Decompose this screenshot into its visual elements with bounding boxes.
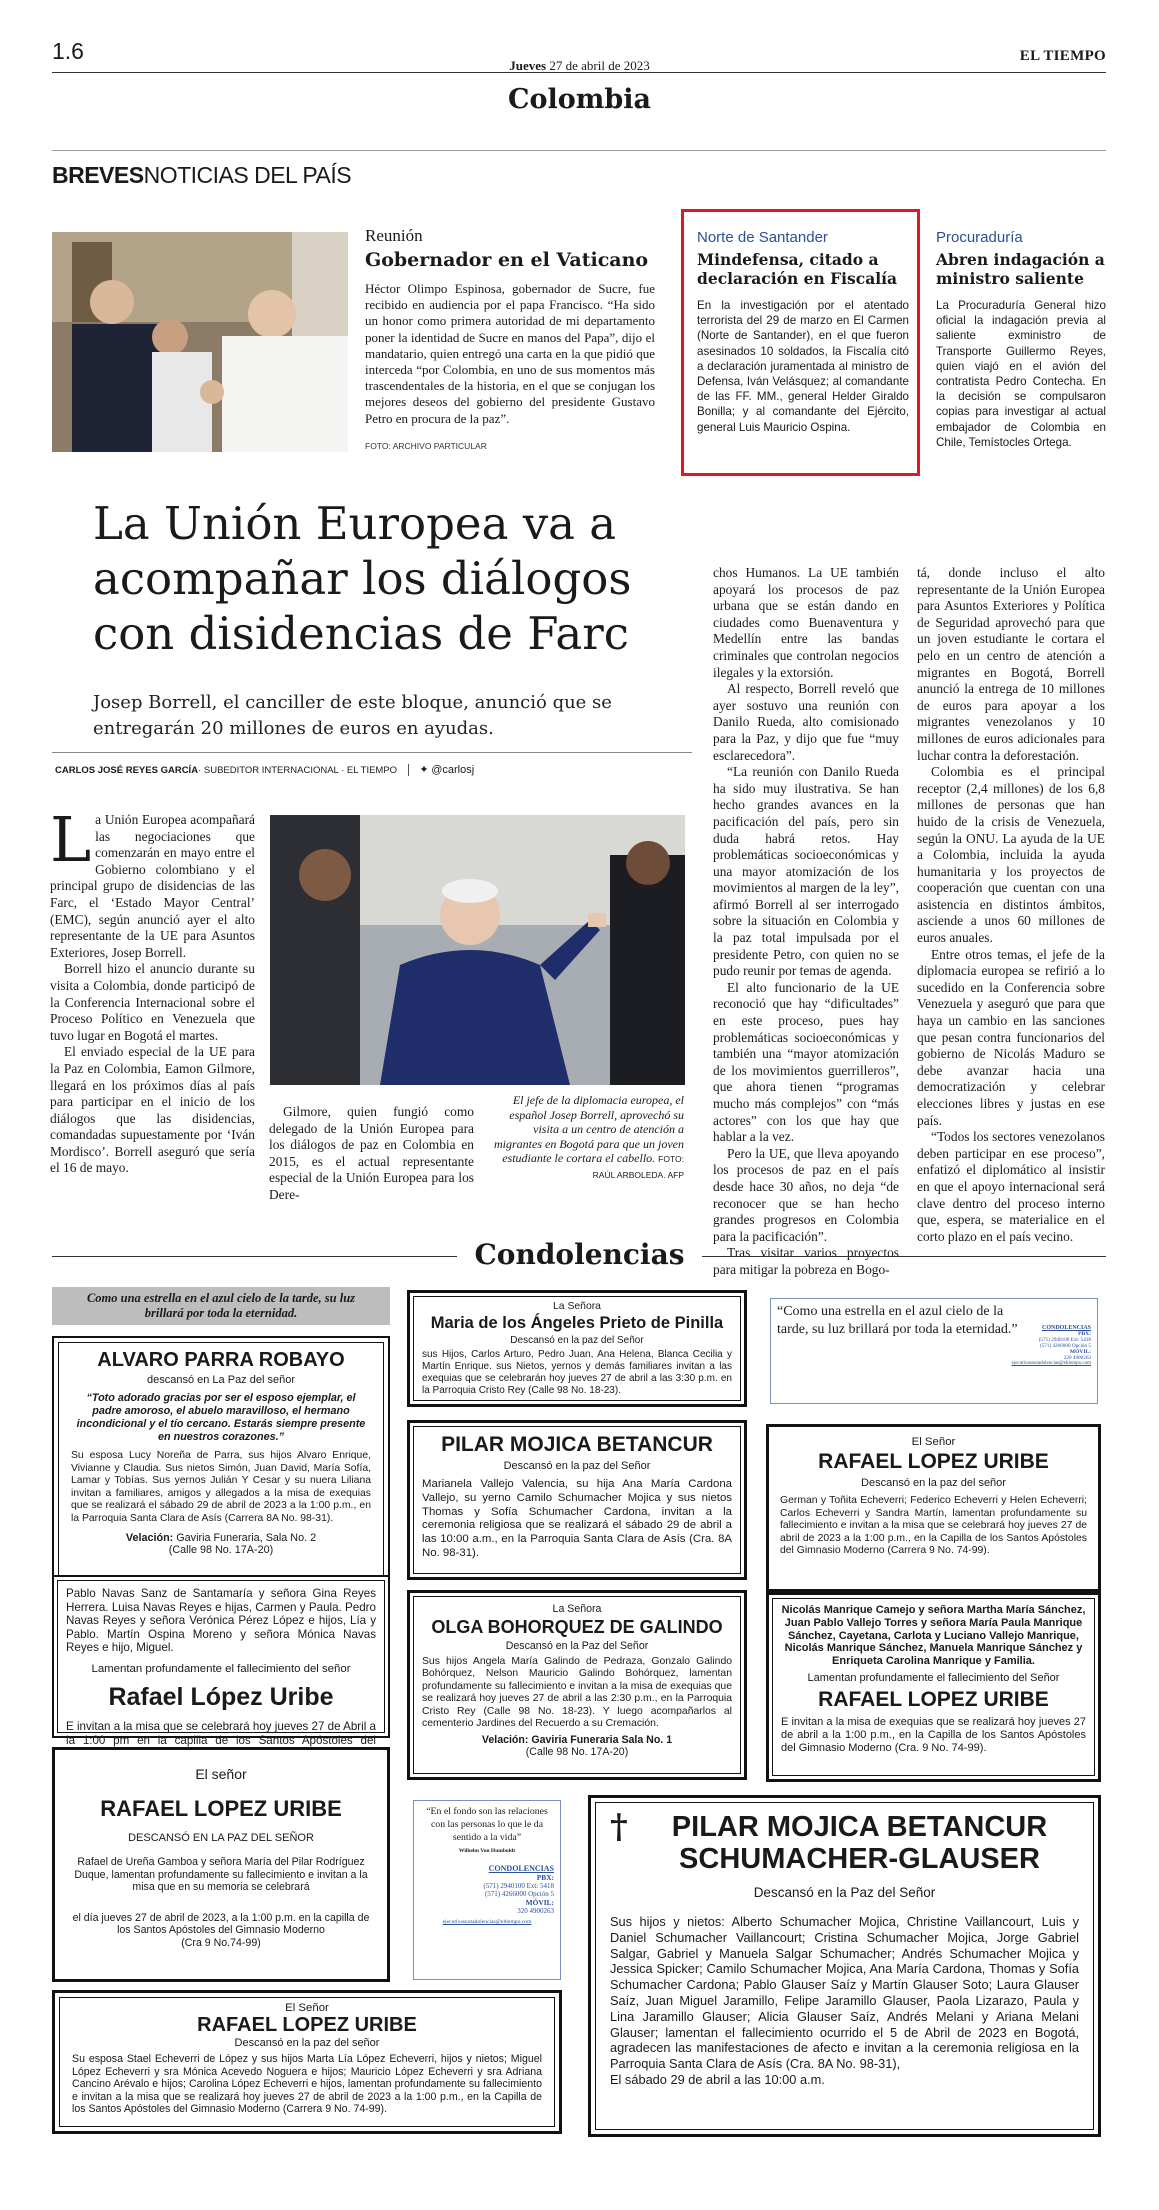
breves-main-body: Héctor Olimpo Espinosa, gobernador de Sucre, fue recibido en audiencia por el papa Francisco. “Ha sido un honor como primera autoridad de mi departamento poner la identidad de Sucre en manos del Papa”, dijo el mandatario, quien entregó una carta en la que pidió que interceda “por Colombia, en uno de sus momentos más trascendentales de la historia, en el que se conjugan los mejores deseos del gobierno del presidente Gustavo Petro en procura de la paz”. [365,281,655,426]
obit-stael-title: El Señor [285,2002,329,2014]
obit-schumacher-name1: PILAR MOJICA BETANCUR [671,1811,1048,1843]
breves-main-title: Gobernador en el Vaticano [365,249,649,271]
obit-schumacher-name2: SCHUMACHER-GLAUSER [679,1843,1040,1875]
velacion-label: Velación: [481,1734,529,1747]
col1-p1: a Unión Europea acompañará las negociaciones que comenzarán en mayo entre el Gobierno colombiano y el principal grupo de disidencias de las Farc, el ‘Estado Mayor Central’ (EMC), según anunció ayer el alto representante de la UE para Asuntos Exteriores, Josep Borrell. [50,812,255,960]
breves-photo-credit: FOTO: ARCHIVO PARTICULAR [365,441,487,451]
twitter-icon: ✦ [419,764,429,776]
obit-stael [52,1990,562,2134]
ad-small-label: CONDOLENCIAS [488,1864,554,1873]
byline-handle: @carlosj [431,764,475,776]
col3-p4: El alto funcionario de la UE reconoció que hay “dificultades” en este proceso, pues hay problemáticas socioeconómicas y también una “mayor atomización de los movimientos guerrilleros”, que ahora tienen “programas mucho más complejos” con “más actores” con los que hay que hablar a la vez. [713,979,899,1145]
ad-top-pbx1: (571) 2940100 Ext: 5418 [1038,1337,1091,1343]
breves-n2-title: Mindefensa, citado a declaración en Fiscalía [697,250,898,288]
obit-urena-sub: DESCANSÓ EN LA PAZ DEL SEÑOR [128,1832,314,1844]
velacion-place: Gaviria Funeraria Sala No. 1 [531,1734,673,1747]
col2-p1: Gilmore, quien fungió como delegado de la Unión Europea para los diálogos de paz en Colombia en 2015, es el actual representante especial de la Unión Europea para los Dere- [269,1104,474,1202]
ad-small-pbx-label: PBX: [536,1873,554,1882]
condolencias-title: Condolencias [474,1238,685,1271]
obit-echeverri-title: El Señor [911,1436,956,1448]
velacion-label: Velación: [125,1531,174,1544]
ad-top-pbx2: (571) 4266000 Opción 5 [1039,1343,1091,1349]
ad-top-movil: 320 4900263 [1063,1355,1091,1361]
obit-navas-body: E invitan a la misa que se celebrará hoy jueves 27 de Abril a la 1:00 pm en la capilla de los Santos Apóstoles del [66,1719,376,1747]
page-number: 1.6 [52,38,84,64]
obit-mojica [407,1420,747,1580]
breves-n2-kicker: Norte de Santander [697,229,828,246]
obit-echeverri-name: RAFAEL LOPEZ URIBE [818,1450,1049,1473]
obit-alvaro-velacion [71,1532,371,1544]
obit-navas-lament: Lamentan profundamente el fallecimiento del señor [91,1662,351,1675]
ad-top-label: CONDOLENCIAS [1041,1325,1091,1331]
obit-mojica-sub: Descansó en la paz del Señor [503,1460,651,1472]
ad-condolencias-top [770,1298,1098,1404]
article-photo [270,815,685,1085]
article-col-1 [50,803,255,1177]
obit-urena-body1: Rafael de Ureña Gamboa y señora María del Pilar Rodríguez Duque, lamentan profundamente su fallecimiento e invitan a la misa que en su memoria se celebrará [74,1856,368,1894]
breves-photo [52,232,348,452]
obit-echeverri-body: German y Toñita Echeverri; Federico Echeverri y Helen Echeverri; Carlos Echeverri y Sandra Martín, lamentan profundamente su fallecimiento e invitan a la misa que se celebrará hoy jueves 27 de abril de 2023 a la 1:00 p.m., en la Capilla de los Santos Apóstoles del Gimnasio Moderno (Carrera 9 No. 74-99). [780,1495,1087,1557]
byline-role: · SUBEDITOR INTERNACIONAL · EL TIEMPO [198,765,398,776]
obit-alvaro-name: ALVARO PARRA ROBAYO [97,1349,345,1371]
byline-author: CARLOS JOSÉ REYES GARCÍA [55,765,199,776]
col3-p3: “La reunión con Danilo Rueda ha sido muy ilustrativa. Se han hecho grandes avances en la pacificación del país, pero sin duda habrá retos. Hay problemáticas socioeconómicas y una mayor atomización de los movimientos al margen de la ley”, afirmó Borrell al ser interrogado sobre la situación en Colombia y la paz total impulsada por el presidente Petro, con quien no se pudo reunir por temas de agenda. [713,764,899,979]
star-quote-text: Como una estrella en el azul cielo de la tarde, su luz brillará por toda la eternidad. [86,1291,356,1320]
obit-alvaro-quote: “Toto adorado gracias por ser el esposo ejemplar, el padre amoroso, el abuelo maravilloso, el hermano incondicional y el tío cercano. Estarás siempre presente en nuestros corazones.” [76,1392,366,1443]
obit-urena-title: El señor [195,1766,247,1782]
date-day: Jueves [509,58,547,73]
obit-schumacher-last: El sábado 29 de abril a las 10:00 a.m. [610,2071,825,2087]
ad-small-pbx1: (571) 2940100 Ext: 5418 [483,1882,554,1890]
obit-manrique-family: Nicolás Manrique Camejo y señora Martha María Sánchez, Juan Pablo Vallejo Torres y señora María Paula Manrique Sánchez, Cayetana, Carlota y Luciano Vallejo Manrique, Nicolás Manrique Sánchez, Manuela Manrique Sánchez y Enriqueta Carolina Manrique y Familia. [781,1604,1086,1668]
obit-galindo-name: OLGA BOHORQUEZ DE GALINDO [431,1617,723,1637]
obit-echeverri-sub: Descansó en la paz del señor [861,1477,1006,1489]
obit-galindo-title: La Señora [552,1603,602,1615]
breves-label [52,162,351,189]
obit-stael-body: Su esposa Stael Echeverri de López y sus hijos Marta Lía López Echeverri, hijos y nietos; Miguel López Echeverri y sra Mónica Acevedo Noguera e hijos; Mauricio López Echeverri y sra Adriana Cancino Arévalo e hijos; Carolina López Echeverri e hijos, lamentan profundamente su fallecimiento e invitan a la misa que se realizará hoy jueves 27 de abril de 2023 a la 1:00 p.m., en la Capilla de los Santos Apóstoles del Gimnasio Moderno (Carrera 9 No. 74-99). [72,2053,542,2116]
obit-stael-sub: Descansó en la paz del señor [234,2037,380,2049]
col3-p2: Al respecto, Borrell reveló que ayer sostuvo una reunión con Danilo Rueda, alto comisionado para la Paz, y dijo que fue “muy esclarecedora”. [713,681,899,763]
breves-n3-body: La Procuraduría General hizo oficial la indagación previa al saliente exministro de Transporte Guillermo Reyes, quien viajó en el avión del contratista Pedro Contecha. En la decisión se compulsaron copias para investigar al actual embajador de Colombia en Chile, Temístocles Ortega. [936,299,1106,449]
breves-label-rest: NOTICIAS DEL PAÍS [143,162,352,188]
date-rest: 27 de abril de 2023 [549,58,650,73]
pope-meeting-photo [52,232,348,452]
obit-stael-name: RAFAEL LOPEZ URIBE [197,2014,417,2036]
obit-galindo-velacion [422,1734,732,1746]
obit-galindo-address: (Calle 98 No. 17A-20) [525,1746,629,1759]
obit-galindo-sub: Descansó en la Paz del Señor [505,1640,649,1652]
section-title: Colombia [508,84,651,115]
obit-urena-name: RAFAEL LOPEZ URIBE [100,1796,342,1821]
obit-navas-family: Pablo Navas Sanz de Santamaría y señora Gina Reyes Herrera. Luisa Navas Reyes e hijas, Carmen y Paula. Pedro Navas Reyes y señora Verónica Pérez López e hijos, Lía y Pablo. Martín Ospina Moreno y señora Mónica Navas Reyes e hijo, Miguel. [66,1587,376,1655]
obit-mojica-name: PILAR MOJICA BETANCUR [441,1433,713,1456]
dropcap: L [50,803,92,876]
velacion-place: Gaviria Funeraria, Sala No. 2 [176,1531,317,1544]
obit-galindo-body: Sus hijos Angela María Galindo de Pedraza, Gonzalo Galindo Bohórquez, Nelson Mauricio Galindo Bohórquez, lamentan profundamente su fallecimiento e invitan a la misa de exequias que se realizará hoy jueves 27 de abril a las 2:30 p.m., en la Parroquia Cristo Rey (Calle 98 No. 18-23). Y luego acompañarlos al cementerio Jardines del Recuerdo a su Cremación. [422,1656,732,1730]
article-subhead: Josep Borrell, el canciller de este bloque, anunció que se entregarán 20 millones de euros en ayudas. [93,692,612,739]
breves-n2-body: En la investigación por el atentado terrorista del 29 de marzo en El Carmen (Norte de Santander), en el que fueron asesinados 10 soldados, la Fiscalía citó a declaración juramentada al ministro de Defensa, Iván Velásquez; al comandante de las FF. MM., general Helder Giraldo Bonilla; y al comandante del Ejército, general Luis Mauricio Ospina. [697,299,909,434]
breves-n3-kicker: Procuraduría [936,229,1023,246]
obit-manrique-name: RAFAEL LOPEZ URIBE [818,1687,1049,1711]
ad-condolencias-small [413,1800,561,1980]
obit-manrique-lament: Lamentan profundamente el fallecimiento del Señor [807,1671,1060,1684]
obit-alvaro-address: (Calle 98 No. 17A-20) [168,1543,274,1556]
ad-top-quote: “Como una estrella en el azul cielo de la tarde, su luz brillará por toda la eternidad.” [777,1304,1018,1337]
obit-alvaro [52,1336,390,1583]
ad-top-email: ejecutivasnotadolencias@eltiempo.com [1011,1361,1091,1366]
obit-manrique [766,1592,1101,1782]
breves-main-kicker: Reunión [365,226,423,245]
breves-label-bold: BREVES [52,162,144,188]
article-col-4 [917,565,1105,1245]
caption-text: El jefe de la diplomacia europea, el español Josep Borrell, aprovechó su visita a un centro de atención a migrantes en Bogotá para que un joven estudiante le cortara el cabello. [494,1093,684,1166]
obit-prieto-name: Maria de los Ángeles Prieto de Pinilla [430,1314,724,1332]
col3-p1: chos Humanos. La UE también apoyará los procesos de paz urbana que se están dando en ciudades como Buenaventura y Medellín entre las bandas criminales que controlan negocios ilegales y la extorsión. [713,565,899,680]
col4-p1: tá, donde incluso el alto representante de la Unión Europea para Asuntos Exteriores y Política de Seguridad aprovechó para que un joven estudiante le cortara el pelo en un centro de atención a migrantes en Bogotá, Borrell anunció la entrega de 10 millones de euros para apoyar a los migrantes venezolanos y 10 millones de euros adicionales para luchar contra la deforestación. [917,565,1105,763]
byline-divider [408,764,409,776]
obit-prieto-body: sus Hijos, Carlos Arturo, Pedro Juan, Ana Helena, Blanca Cecilia y Martín Enrique. sus Nietos, yernos y demás familiares invitan a las exequias que se celebrarán hoy jueves 27 de abril a las 3:30 p.m. en la Parroquia Cristo Rey (Calle 98 No. 18-23). [422,1349,732,1396]
col4-p3: Entre otros temas, el jefe de la diplomacia europea se refirió a lo sucedido en la Conferencia sobre Venezuela y aseguró que para que haya un cambio en las sanciones que pesan contra funcionarios del gobierno de Nicolás Maduro se debe avanzar hacia una democratización y celebrar elecciones libres y justas en ese país. [917,946,1105,1128]
obit-urena [52,1747,390,1982]
obit-alvaro-body: Su esposa Lucy Noreña de Parra, sus hijos Alvaro Enrique, Vivianne y Claudia. Sus nietos Simón, Juan David, María Sofía, Lamar y Tobías. Sus yernos Julián Y Cesar y su nuera Liliana invitan a familiares, amigos y allegados a la misa de exequias que se realizará el sábado 29 de abril de 2023 a la 1:00 p.m., en la Parroquia Santa Clara de Asís (Carrera 8A No. 98-31). [71,1450,371,1524]
ad-small-author: Wilhelm Von Humboldt [458,1848,516,1854]
ad-top-movil-label: MÓVIL: [1069,1349,1091,1355]
borrell-haircut-photo [270,815,685,1085]
article-col-3 [713,565,899,1279]
caption-credit: FOTO: RAÚL ARBOLEDA. AFP [592,1154,684,1180]
ad-small-movil: 320 4900263 [517,1907,554,1915]
ad-top-pbx-label: PBX: [1078,1331,1091,1337]
col1-p2: Borrell hizo el anuncio durante su visita a Colombia, donde participó de la Conferencia Internacional sobre el Proceso Político en Venezuela que tuvo lugar en Bogotá el martes. [50,961,255,1043]
col3-p5: Pero la UE, que lleva apoyando los procesos de paz en el país desde hace 30 años, no deja “de reconocer que se han hecho grandes progresos en Colombia para la pacificación”. [713,1145,899,1244]
cross-icon: † [610,1807,628,1847]
col3-p6: Tras visitar varios proyectos para mitigar la pobreza en Bogo- [713,1245,899,1277]
obit-schumacher [588,1795,1101,2137]
star-quote-banner [52,1287,390,1325]
obit-navas [52,1575,390,1747]
obit-galindo [407,1590,747,1780]
breves-rule [52,150,1106,151]
article-col-2 [269,1104,474,1204]
obit-mojica-body: Marianela Vallejo Valencia, su hija Ana María Cardona Vallejo, su yerno Camilo Schumacher Mojica y sus nietos Thomas y Sofía Schumacher Cardona, invitan a la ceremonia religiosa que se realizará el sábado 29 de abril a las 10:00 a.m., en la Parroquia Santa Clara de Asís (Cra. 8A No. 98-31). [422,1478,732,1559]
obit-urena-address: (Cra 9 No.74-99) [181,1936,261,1949]
obit-prieto [407,1290,747,1407]
ad-small-movil-label: MÓVIL: [525,1898,554,1907]
header-rule [52,72,1106,73]
byline [55,763,474,776]
col4-p4: “Todos los sectores venezolanos deben participar en ese proceso”, enfatizó el diplomático al insistir en que el apoyo internacional será clave dentro del proceso interno que, espera, se materialice en el corto plazo en el país vecino. [917,1129,1105,1244]
obit-navas-name: Rafael López Uribe [108,1682,334,1711]
ad-small-quote: “En el fondo son las relaciones con las personas lo que le da sentido a la vida” [426,1806,548,1843]
article-headline: La Unión Europea va a acompañar los diálogos con disidencias de Farc [93,497,632,660]
col4-p2: Colombia es el principal receptor (2,4 millones) de los 6,8 millones de personas que han huido de la crisis de Venezuela, según la ONU. La ayuda de la UE a Colombia, incluida la ayuda humanitaria y los proyectos de cooperación que cuentan con una asistencia en distintos ámbitos, asciende a unos 60 millones de euros anuales. [917,764,1105,946]
obit-echeverri [766,1424,1101,1592]
brand-logo: EL TIEMPO [1019,48,1106,64]
obit-schumacher-body: Sus hijos y nietos: Alberto Schumacher Mojica, Christine Vaillancourt, Luis y Daniel Schumacher Vaillancourt; Cristina Schumacher Mojica, Jorge Gabriel Salgar, Gabriel y Manuela Salgar Schumacher; Andrés Schumacher Mojica y Jessica Spicker; Camilo Schumacher Mojica, Ana María Cardona, Thomas y Sofía Schumacher Cardona; Pablo Glauser Saíz y Martín Glauser Soto; Laura Glauser Saíz, Juan Miguel Jaramillo, Felipe Jaramillo Glauser, Paola Lizarazo, Paula y Lina Jaramillo Glauser; Alicia Glauser Saíz, Andrés Melani y Ariana Melani Glauser; lamentan el fallecimiento ocurrido el 5 de Abril de 2023 en Bogotá, agradecen las manifestaciones de afecto e invitan a la ceremonia religiosa en la Parroquia Santa Clara de Asís (Cra. 8A No. 98-31), [610,1914,1079,2072]
byline-rule [52,752,692,753]
ad-small-email: ejecutivasnotadolencias@eltiempo.com [442,1919,532,1925]
col1-p3: El enviado especial de la UE para la Paz en Colombia, Eamon Gilmore, llegará en los próximos días al país para participar en el inicio de los diálogos que las disidencias, comandadas supuestamente por ‘Iván Mordisco’. Borrell aseguró que sería el 16 de mayo. [50,1044,255,1176]
ad-small-pbx2: (571) 4266000 Opción 5 [484,1890,554,1898]
obit-urena-body2: el día jueves 27 de abril de 2023, a la 1:00 p.m. en la capilla de los Santos Apóstoles del Gimnasio Moderno [72,1911,370,1937]
obit-prieto-title: La Señora [553,1301,601,1312]
obit-alvaro-sub: descansó en La Paz del señor [147,1374,295,1386]
photo-caption [487,1093,684,1183]
breves-n3-title: Abren indagación a ministro saliente [936,250,1105,288]
obit-schumacher-sub: Descansó en la Paz del Señor [753,1885,936,1900]
obit-manrique-body: E invitan a la misa de exequias que se realizará hoy jueves 27 de abril a la 1:00 p.m., en la Capilla de los Santos Apóstoles del Gimnasio Moderno (Cra. 9 No. 74-99). [781,1715,1086,1754]
obit-prieto-sub: Descansó en la paz del Señor [510,1335,644,1346]
